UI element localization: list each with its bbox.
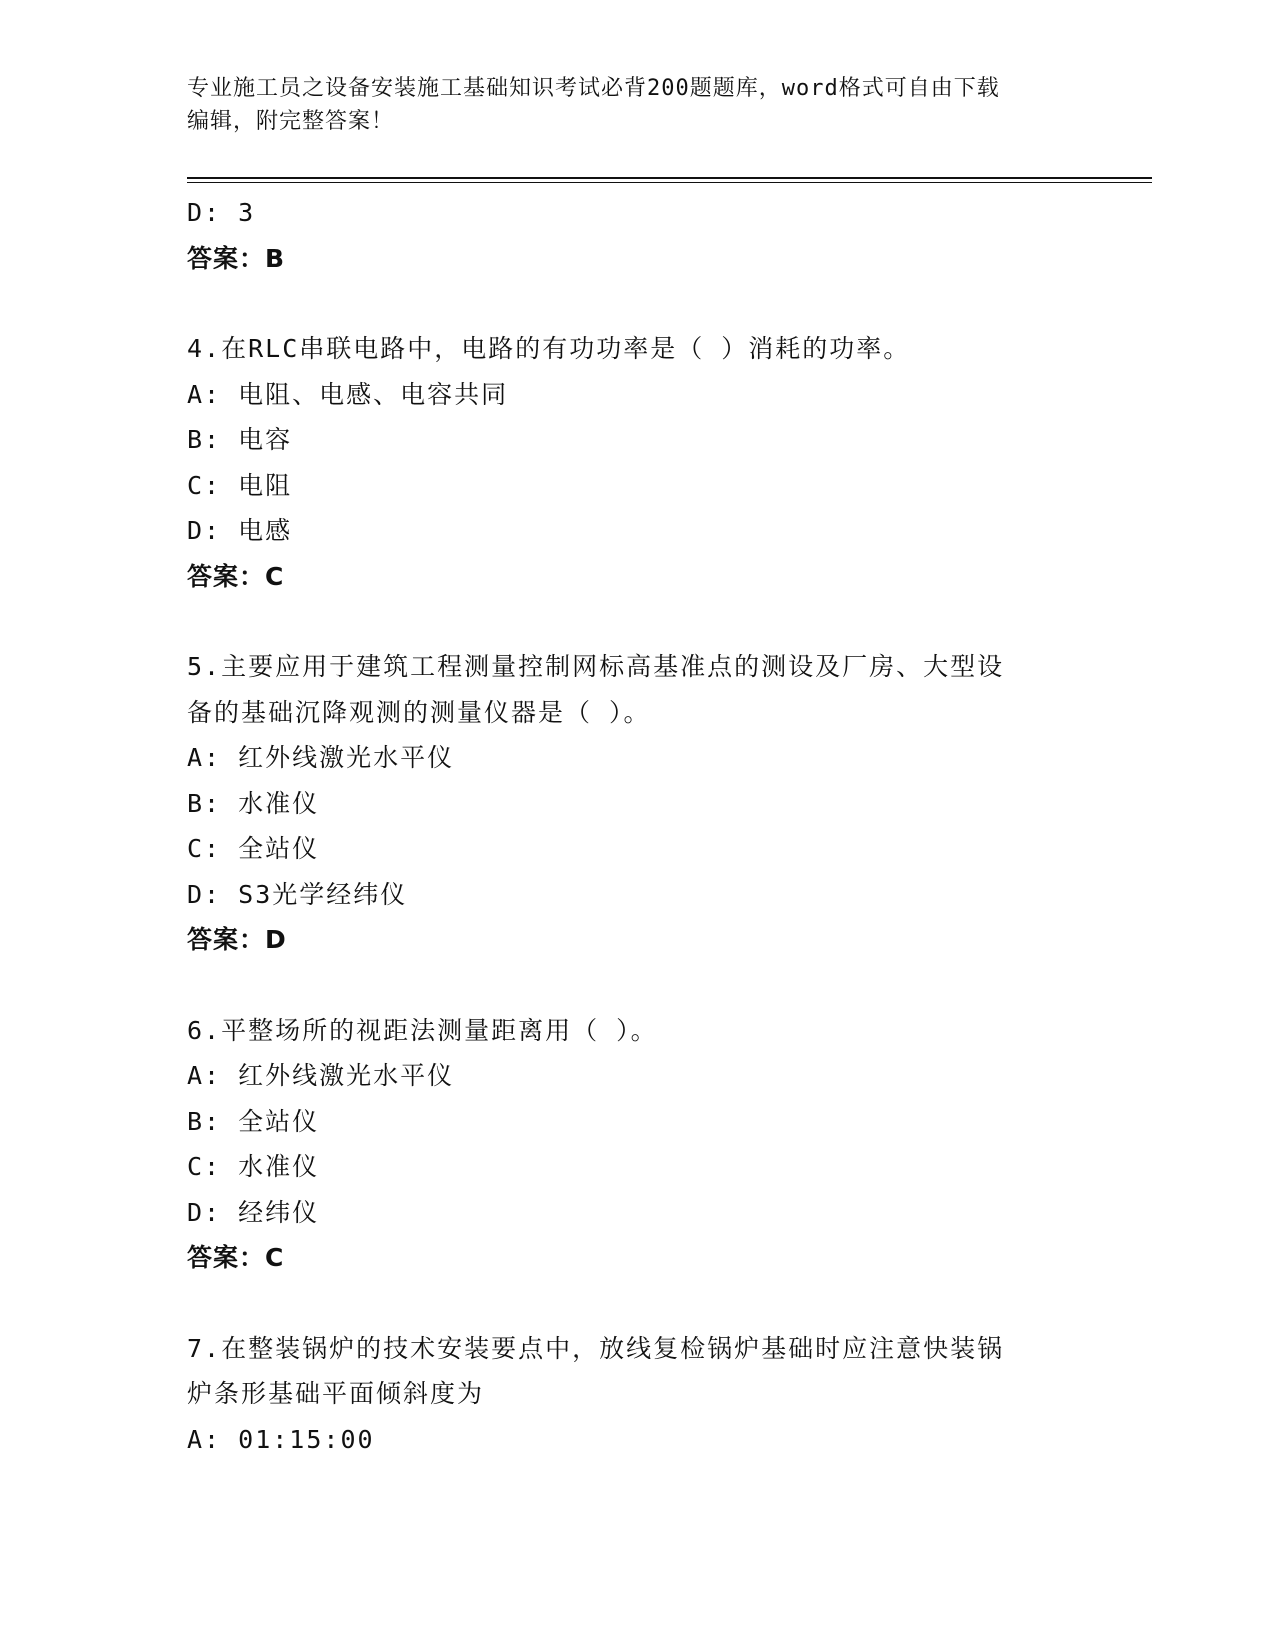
header-line-1: 专业施工员之设备安装施工基础知识考试必背200题题库，word格式可自由下载: [187, 76, 1000, 101]
question-stem-line-2: 炉条形基础平面倾斜度为: [187, 1379, 485, 1408]
question-4: [187, 326, 1087, 599]
option-b: B: 全站仪: [187, 1106, 320, 1136]
answer-label: 答案：B: [187, 243, 286, 273]
option-d: D: 经纬仪: [187, 1197, 320, 1227]
question-6: [187, 1008, 1087, 1281]
option-a: A: 电阻、电感、电容共同: [187, 379, 509, 409]
header-line-2: 编辑，附完整答案！: [187, 109, 395, 134]
answer-label: 答案：D: [187, 925, 287, 954]
question-7: [187, 1326, 1087, 1463]
question-stem-line-2: 备的基础沉降观测的测量仪器是（ ）。: [187, 697, 651, 727]
question-3-tail: [187, 190, 1087, 281]
option-d: D: 3: [187, 198, 256, 227]
option-a: A: 01:15:00: [187, 1424, 375, 1454]
page-header: [187, 72, 1087, 138]
option-c: C: 电阻: [187, 470, 293, 500]
answer-label: 答案：C: [187, 561, 285, 591]
spacer: [187, 1281, 1087, 1326]
spacer: [187, 963, 1087, 1008]
question-5: [187, 644, 1087, 963]
option-b: B: 电容: [187, 425, 293, 454]
option-a: A: 红外线激光水平仪: [187, 1061, 455, 1090]
spacer: [187, 599, 1087, 644]
header-divider-thin: [187, 182, 1152, 183]
question-stem-line-1: 7.在整装锅炉的技术安装要点中，放线复检锅炉基础时应注意快装锅: [187, 1333, 1005, 1363]
option-d: D: S3光学经纬仪: [187, 879, 408, 909]
option-a: A: 红外线激光水平仪: [187, 743, 455, 772]
question-stem: 4.在RLC串联电路中，电路的有功功率是（ ）消耗的功率。: [187, 334, 911, 363]
spacer: [187, 281, 1087, 326]
question-list: [187, 190, 1087, 1462]
answer-label: 答案：C: [187, 1243, 285, 1272]
question-stem-line-1: 5.主要应用于建筑工程测量控制网标高基准点的测设及厂房、大型设: [187, 652, 1005, 681]
option-b: B: 水准仪: [187, 788, 320, 818]
option-c: C: 水准仪: [187, 1152, 320, 1181]
option-c: C: 全站仪: [187, 834, 320, 863]
header-divider-thick: [187, 177, 1152, 179]
option-d: D: 电感: [187, 516, 293, 545]
question-stem: 6.平整场所的视距法测量距离用（ ）。: [187, 1015, 658, 1045]
